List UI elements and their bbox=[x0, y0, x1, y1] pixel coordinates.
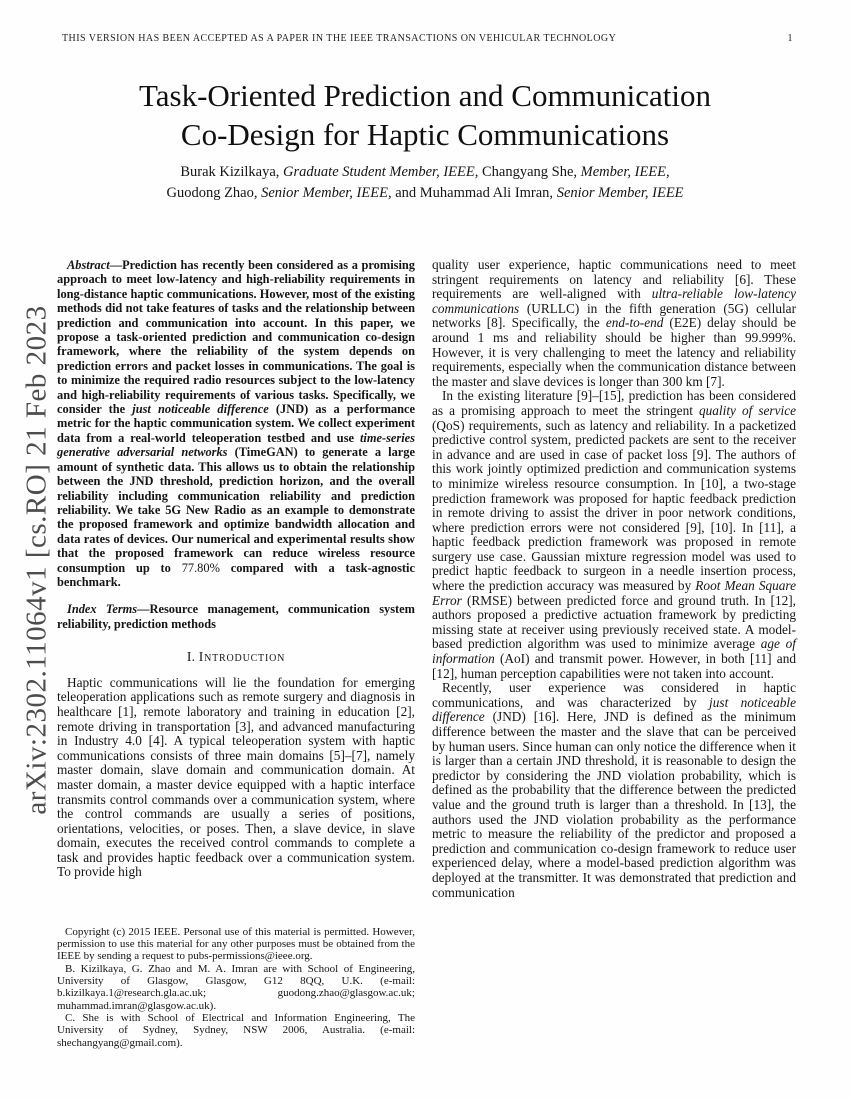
abstract bbox=[57, 258, 415, 589]
text-run: (JND) [16]. Here, JND is defined as the minimum difference between the master and the slave that can be perceived by human users. Since human can only notice the difference when it is larger than a certain JND threshold, it is reasonable to design the predictor by considering the JND violation probability, which is defined as the probability that the difference between the predicted value and the ground truth is larger than a threshold. In [13], the authors used the JND violation probability as the performance metric to measure the reliability of the predictor and proposed a prediction and communication co-design framework to reduce user experienced delay, where a model-based prediction algorithm was deployed at the transmitter. It was demonstrated that prediction and communication bbox=[432, 709, 796, 900]
paper-title-line2: Co-Design for Haptic Communications bbox=[180, 117, 670, 152]
paper-title bbox=[0, 76, 850, 154]
running-header-text: THIS VERSION HAS BEEN ACCEPTED AS A PAPER IN THE IEEE TRANSACTIONS ON VEHICULAR TECHNOLOGY bbox=[62, 33, 617, 44]
paper-title-line1: Task-Oriented Prediction and Communication bbox=[138, 78, 712, 113]
text-run: Burak Kizilkaya, bbox=[180, 164, 284, 180]
text-run: In the existing literature [9]–[15], prediction has been considered as a promising approach to meet the stringent bbox=[432, 388, 796, 418]
text-run: Haptic communications will lie the foundation for emerging teleoperation applications such as remote surgery and diagnosis in healthcare [1], remote laboratory and training in education [2], remote driving in transportation [3], and advanced manufacturing in Industry 4.0 [4]. A typical teleoperation system with haptic communications consists of three main domains [5]–[7], namely master domain, slave domain and communication domain. At master domain, a master device equipped with a haptic interface transmits control commands over a communication system, where the control commands are usually a series of positions, orientations, velocities, or poses. Then, a slave device, in slave domain, executes the received control commands to complete a task and provides haptic feedback over a communication system. To provide high bbox=[57, 674, 415, 880]
text-run: quality user experience, haptic communications need to meet stringent requirements on latency and reliability [6]. These requirements are well-aligned with bbox=[432, 257, 796, 302]
text-run: Senior Member, IEEE, bbox=[261, 185, 392, 201]
section-title: Introduction bbox=[198, 649, 286, 665]
footnote-copyright bbox=[57, 926, 415, 963]
text-run: (URLLC) in the fifth generation (5G) cellular networks [8]. Specifically, the bbox=[432, 300, 796, 331]
author-list bbox=[0, 162, 850, 204]
text-run: ultra-reliable low-latency communications bbox=[432, 286, 796, 316]
text-run: (JND) as a performance metric for the haptic communication system. We collect experiment data from a real-world teleoperation testbed and use bbox=[57, 402, 415, 445]
intro-paragraph-1 bbox=[57, 676, 415, 880]
text-run: Guodong Zhao, bbox=[166, 185, 262, 201]
text-run: Graduate Student Member, IEEE, bbox=[283, 164, 479, 180]
text-run: C. She is with School of Electrical and Information Engineering, The University of Sydney, Sydney, NSW 2006, Australia. (e-mail: shechangyang@gmail.com). bbox=[57, 1011, 415, 1049]
intro-paragraph-3 bbox=[432, 681, 796, 900]
text-run: (TimeGAN) to generate a large amount of synthetic data. This allows us to obtain the relationship between the JND threshold, prediction horizon, and the overall reliability including communication reliability and prediction reliability. We take 5G New Radio as an example to demonstrate the proposed framework and optimize bandwidth allocation and data rates of devices. Our numerical and experimental results show that the proposed framework can reduce wireless resource consumption up to bbox=[57, 445, 415, 575]
text-run: Changyang She, bbox=[478, 164, 581, 180]
text-run: compared with a task-agnostic benchmark. bbox=[57, 560, 415, 589]
arxiv-banner: arXiv:2302.11064v1 [cs.RO] 21 Feb 2023 bbox=[20, 305, 53, 815]
footnote-affiliation-sydney bbox=[57, 1012, 415, 1049]
text-run: and Muhammad Ali Imran, bbox=[391, 185, 557, 201]
text-run: —Prediction has recently been considered as a promising approach to meet low-latency and high-reliability requirements in long-distance haptic communications. However, most of the existing methods did not take features of tasks and the relationship between prediction and communication into account. In this paper, we propose a task-oriented prediction and communication co-design framework, where the reliability of the system depends on prediction errors and packet losses in communications. The goal is to minimize the required radio resources subject to the low-latency and high-reliability requirements of various tasks. Specifically, we consider the bbox=[57, 258, 415, 417]
text-run: Root Mean Square Error bbox=[432, 578, 797, 608]
intro-paragraph-1-continued bbox=[432, 258, 796, 389]
left-column bbox=[57, 258, 415, 880]
text-run: quality of service bbox=[698, 402, 797, 418]
right-column bbox=[432, 258, 796, 900]
text-run: age of information bbox=[432, 636, 796, 667]
footnote-affiliation-glasgow bbox=[57, 963, 415, 1012]
text-run: (E2E) delay should be around 1 ms and reliability should be higher than 99.999%. However, it is very challenging to meet the latency and reliability requirements, especially when the communication distance between the master and slave devices is longer than 300 km [7]. bbox=[432, 315, 796, 389]
intro-paragraph-2 bbox=[432, 389, 796, 681]
text-run: (RMSE) between predicted force and ground truth. In [12], authors proposed a predictive actuation framework by predicting missing state at receiver using previously received state. A model-based prediction algorithm was used to minimize average bbox=[432, 592, 796, 652]
text-run: just noticeable difference bbox=[432, 694, 796, 725]
text-run: B. Kizilkaya, G. Zhao and M. A. Imran are with School of Engineering, University of Glasgow, Glasgow, G12 8QQ, U.K. (e-mail: b.kizilkaya.1@research.gla.ac.uk; guodong.zhao@glasgow.ac.uk; muhammad.imran@glasgow.ac.uk). bbox=[57, 962, 415, 1012]
text-run: Copyright (c) 2015 IEEE. Personal use of this material is permitted. However, permission to use this material for any other purposes must be obtained from the IEEE by sending a request to pubs-permissions@ieee.org. bbox=[57, 925, 415, 963]
text-run: Index Terms bbox=[67, 602, 138, 617]
text-run: (QoS) requirements, such as latency and reliability. In a packetized predictive control system, predicted packets are sent to the receiver in advance and are used in case of packet loss [9]. The authors of this work jointly optimized prediction and communication systems to minimize wireless resource consumption. In [10], a two-stage prediction framework was proposed for haptic feedback prediction in remote driving to assist the driver in poor network conditions, where prediction errors were not considered [9], [10]. In [11], a haptic feedback prediction framework was proposed in remote surgery use case. Gaussian mixture regression model was used to predict haptic feedback to surgeon in a needle insertion process, where the prediction accuracy was measured by bbox=[432, 417, 796, 594]
text-run: Abstract bbox=[67, 258, 110, 272]
author-line-1 bbox=[0, 162, 850, 183]
text-run: Recently, user experience was considered in haptic communications, and was characterized by bbox=[432, 680, 796, 710]
text-run: (AoI) and transmit power. However, in both [11] and [12], human perception capabilities were not taken into account. bbox=[432, 651, 796, 681]
text-run: just noticeable difference bbox=[132, 402, 269, 417]
section-numeral: I. bbox=[186, 649, 196, 665]
section-heading-introduction bbox=[57, 650, 415, 665]
text-run: —Resource management, communication system reliability, prediction methods bbox=[57, 602, 415, 631]
running-header bbox=[62, 33, 793, 44]
text-run: Senior Member, IEEE bbox=[556, 185, 684, 201]
index-terms bbox=[57, 602, 415, 631]
left-column-body bbox=[57, 676, 415, 880]
text-run: 77.80% bbox=[181, 560, 220, 575]
page-number: 1 bbox=[787, 33, 793, 44]
first-page-footnotes bbox=[57, 926, 415, 1049]
text-run: Member, IEEE, bbox=[580, 164, 670, 180]
author-line-2 bbox=[0, 183, 850, 204]
text-run: end-to-end bbox=[605, 315, 664, 331]
text-run: time-series generative adversarial networks bbox=[57, 430, 415, 460]
